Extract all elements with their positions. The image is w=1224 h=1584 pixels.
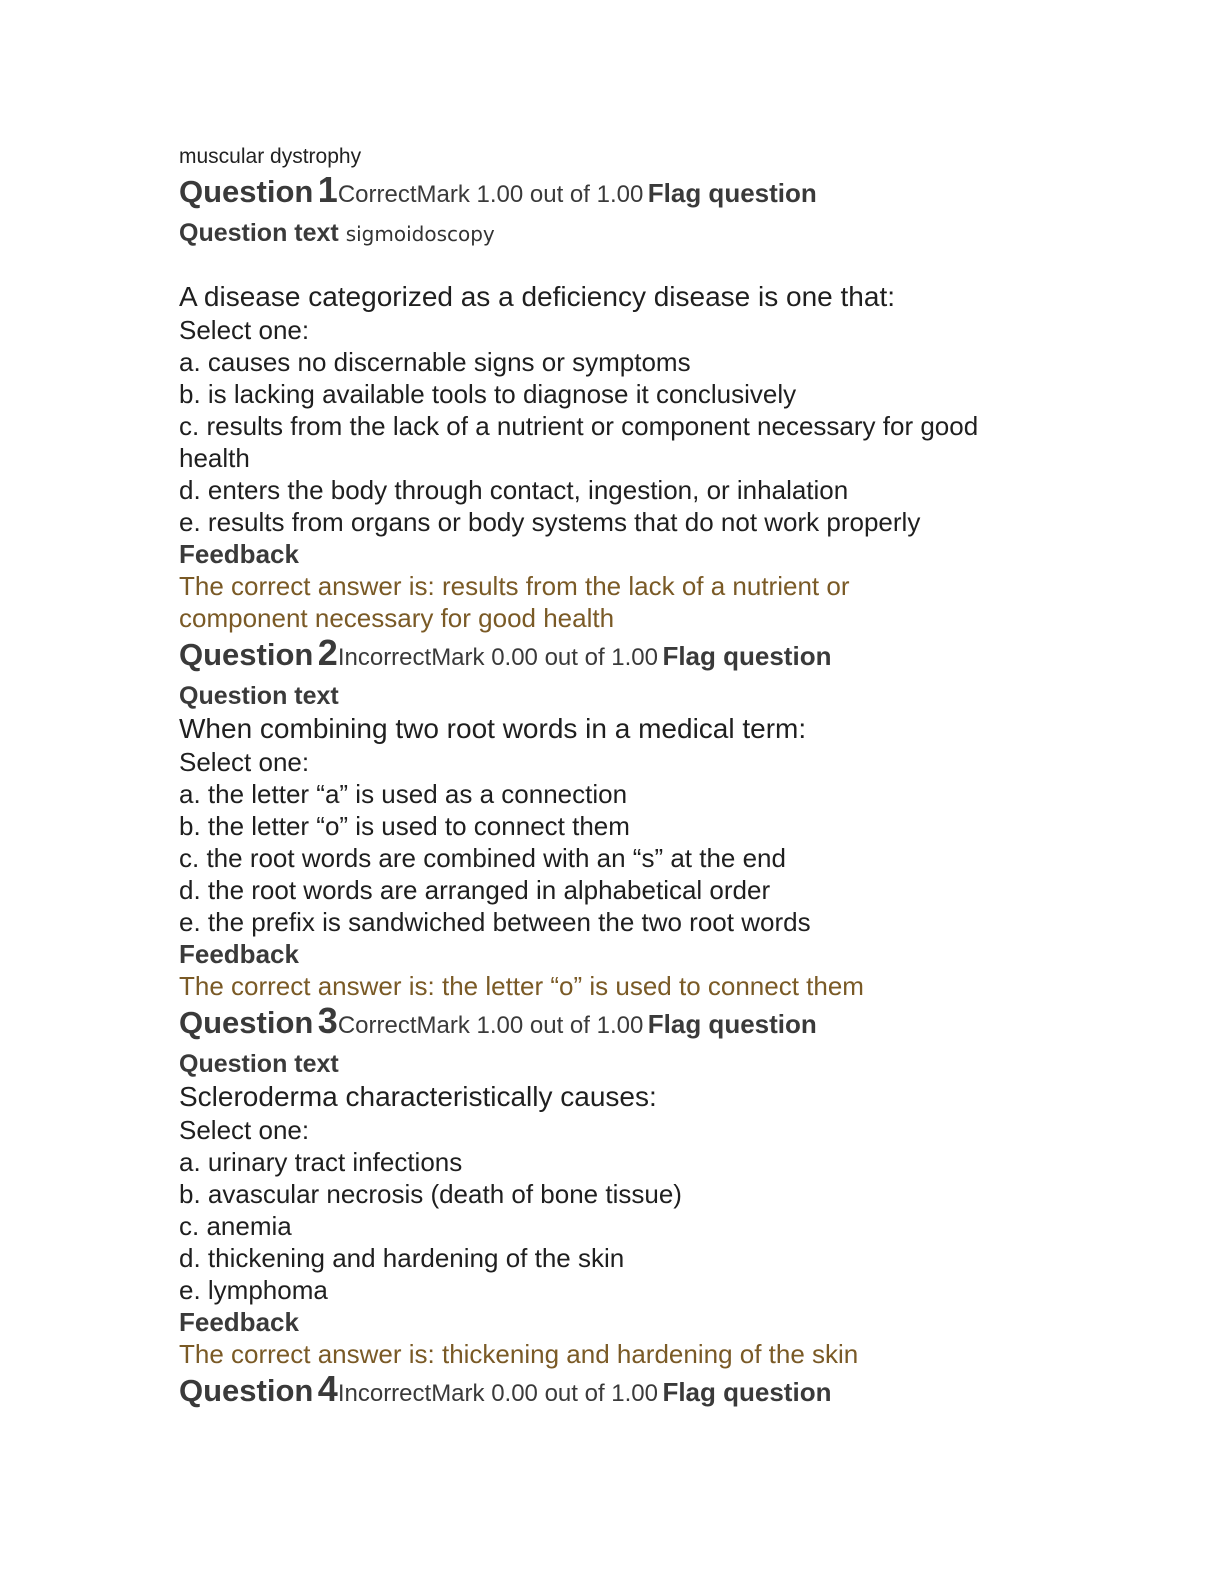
question-text-label: Question text [179, 219, 339, 247]
question-label: Question [179, 637, 314, 672]
question-block-2 [179, 634, 1049, 1002]
answer-option-a[interactable]: a. the letter “a” is used as a connection [179, 779, 628, 809]
answer-option-d[interactable]: d. thickening and hardening of the skin [179, 1243, 625, 1273]
answer-option-e[interactable]: e. the prefix is sandwiched between the two root words [179, 907, 811, 937]
answer-option-b[interactable]: b. is lacking available tools to diagnose it conclusively [179, 379, 797, 409]
question-state: IncorrectMark 0.00 out of 1.00 [337, 1380, 658, 1407]
question-header [179, 1002, 1049, 1048]
answer-option-b[interactable]: b. avascular necrosis (death of bone tissue) [179, 1179, 682, 1209]
top-text: muscular dystrophy [179, 145, 362, 168]
answer-option-c[interactable]: c. the root words are combined with an “s” at the end [179, 843, 786, 873]
question-text-label: Question text [179, 682, 339, 710]
feedback-heading: Feedback [179, 1307, 299, 1337]
select-one-label: Select one: [179, 1115, 310, 1145]
feedback-heading: Feedback [179, 939, 299, 969]
flag-question-link[interactable]: Flag question [647, 178, 817, 208]
answer-option-d[interactable]: d. enters the body through contact, ingestion, or inhalation [179, 475, 849, 505]
question-label: Question [179, 1373, 314, 1408]
select-one-label: Select one: [179, 747, 310, 777]
answer-option-b[interactable]: b. the letter “o” is used to connect them [179, 811, 630, 841]
question-header [179, 1370, 1049, 1416]
question-block-1 [179, 171, 1049, 634]
question-number: 2 [317, 632, 338, 673]
feedback-heading: Feedback [179, 539, 299, 569]
answer-option-e[interactable]: e. results from organs or body systems that do not work properly [179, 507, 921, 537]
question-label: Question [179, 1005, 314, 1040]
flag-question-link[interactable]: Flag question [647, 1009, 817, 1039]
select-one-label: Select one: [179, 315, 310, 345]
question-number: 1 [317, 169, 338, 210]
question-number: 4 [317, 1368, 338, 1409]
question-label: Question [179, 174, 314, 209]
question-state: CorrectMark 1.00 out of 1.00 [337, 181, 644, 208]
question-prompt: When combining two root words in a medical term: [179, 713, 807, 744]
question-text-heading [179, 217, 1049, 250]
flag-question-link[interactable]: Flag question [662, 641, 832, 671]
answer-option-a[interactable]: a. urinary tract infections [179, 1147, 463, 1177]
question-header [179, 634, 1049, 680]
question-text-label: Question text [179, 1050, 339, 1078]
question-state: IncorrectMark 0.00 out of 1.00 [337, 644, 658, 671]
answer-option-c[interactable]: c. results from the lack of a nutrient or component necessary for good health [179, 411, 979, 473]
question-prompt: A disease categorized as a deficiency disease is one that: [179, 281, 895, 312]
question-prompt: Scleroderma characteristically causes: [179, 1081, 657, 1112]
question-text-extra: sigmoidoscopy [345, 222, 495, 246]
question-header [179, 171, 1049, 217]
feedback-text: The correct answer is: results from the lack of a nutrient or component necessary for good health [179, 571, 850, 633]
question-block-3 [179, 1002, 1049, 1370]
answer-option-c[interactable]: c. anemia [179, 1211, 292, 1241]
feedback-text: The correct answer is: thickening and hardening of the skin [179, 1339, 859, 1369]
question-state: CorrectMark 1.00 out of 1.00 [337, 1012, 644, 1039]
feedback-text: The correct answer is: the letter “o” is used to connect them [179, 971, 864, 1001]
question-number: 3 [317, 1000, 338, 1041]
answer-option-a[interactable]: a. causes no discernable signs or symptoms [179, 347, 691, 377]
answer-option-e[interactable]: e. lymphoma [179, 1275, 328, 1305]
answer-option-d[interactable]: d. the root words are arranged in alphabetical order [179, 875, 771, 905]
question-block-4 [179, 1370, 1049, 1416]
flag-question-link[interactable]: Flag question [662, 1377, 832, 1407]
